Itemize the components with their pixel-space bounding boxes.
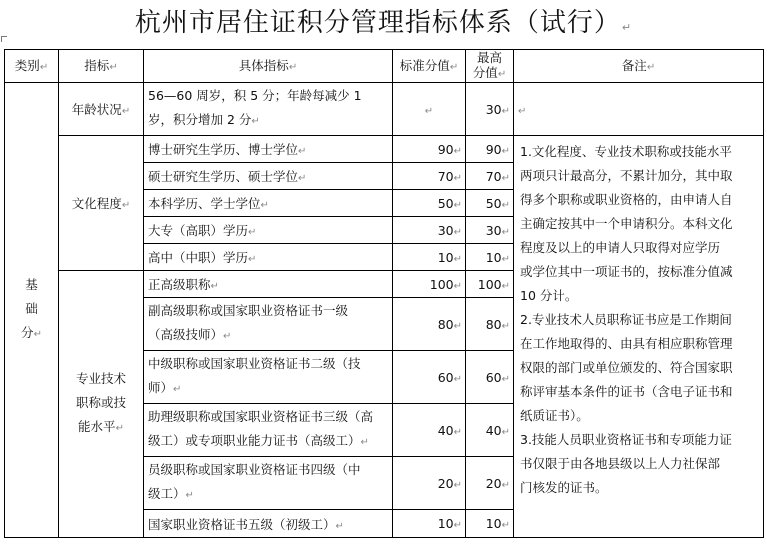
std-score-age: ↵	[393, 83, 466, 136]
title-text: 杭州市居住证积分管理指标体系（试行）	[134, 8, 621, 38]
remark-line: 或学位其中一项证书的，按标准分值减	[520, 264, 733, 279]
remark-line: 1.文化程度、专业技术职称或技能水平	[520, 144, 732, 159]
remark-line: 书仅限于由各地县级以上人力社保部	[520, 456, 721, 471]
indicator-age: 年龄状况↵	[59, 83, 144, 136]
remark-line: 10 分计。	[520, 288, 578, 303]
remark-line: 程度及以上的申请人只取得对应学历	[520, 240, 721, 255]
remark-line: 门核发的证书。	[520, 480, 608, 495]
std-score-cell: 70↵	[393, 163, 466, 190]
points-indicator-table	[4, 49, 764, 538]
detail-cell: 员级职称或国家职业资格证书四级（中 级工）↵	[144, 457, 393, 510]
max-score-cell: 80↵	[466, 298, 514, 351]
remark-line: 称评审基本条件的证书（含电子证书和	[520, 384, 733, 399]
header-indicator: 指标↵	[59, 50, 144, 83]
std-score-cell: 40↵	[393, 404, 466, 457]
indicator-education: 文化程度↵	[59, 136, 144, 271]
max-score-cell: 70↵	[466, 163, 514, 190]
detail-cell: 博士研究生学历、博士学位↵	[144, 136, 393, 163]
table-row-age	[5, 83, 764, 136]
max-score-cell: 30↵	[466, 217, 514, 244]
remark-line: 3.技能人员职业资格证书和专项能力证	[520, 432, 732, 447]
max-score-cell: 100↵	[466, 271, 514, 298]
std-score-cell: 30↵	[393, 217, 466, 244]
remark-line: 2.专业技术人员职称证书应是工作期间	[520, 312, 732, 327]
detail-cell: 高中（中职）学历↵	[144, 244, 393, 271]
detail-cell: 大专（高职）学历↵	[144, 217, 393, 244]
remark-line: 纸质证书）。	[520, 408, 589, 423]
indicator-professional: 专业技术 职称或技 能水平↵	[59, 271, 144, 538]
paragraph-mark-icon: ↵	[621, 21, 633, 34]
std-score-cell: 60↵	[393, 351, 466, 404]
max-score-cell: 10↵	[466, 510, 514, 538]
header-max-score: 最高 分值↵	[466, 50, 514, 83]
header-category: 类别↵	[5, 50, 59, 83]
document-title	[0, 4, 767, 42]
text-boundary-corner	[1, 36, 7, 42]
detail-cell: 中级职称或国家职业资格证书二级（技 师）↵	[144, 351, 393, 404]
remark-line: 两项只计最高分，不累计加分，其中取	[520, 168, 733, 183]
table-row	[5, 136, 764, 163]
header-row	[5, 50, 764, 83]
max-score-cell: 60↵	[466, 351, 514, 404]
detail-cell: 助理级职称或国家职业资格证书三级（高 级工）或专项职业能力证书（高级工）↵	[144, 404, 393, 457]
detail-cell: 硕士研究生学历、硕士学位↵	[144, 163, 393, 190]
std-score-cell: 80↵	[393, 298, 466, 351]
std-score-cell: 10↵	[393, 510, 466, 538]
detail-cell: 正高级职称↵	[144, 271, 393, 298]
detail-cell: 本科学历、学士学位↵	[144, 190, 393, 217]
header-detail: 具体指标↵	[144, 50, 393, 83]
detail-cell: 国家职业资格证书五级（初级工）↵	[144, 510, 393, 538]
max-score-cell: 50↵	[466, 190, 514, 217]
detail-cell: 副高级职称或国家职业资格证书一级 （高级技师）↵	[144, 298, 393, 351]
std-score-cell: 100↵	[393, 271, 466, 298]
max-score-cell: 10↵	[466, 244, 514, 271]
remark-age: ↵	[514, 83, 764, 136]
remark-line: 得多个职称或职业资格的，由申请人自	[520, 192, 733, 207]
remark-notes	[514, 136, 764, 538]
remark-line: 权限的部门或单位颁发的、符合国家职	[520, 360, 733, 375]
max-score-cell: 90↵	[466, 136, 514, 163]
header-remark: 备注↵	[514, 50, 764, 83]
max-score-cell: 40↵	[466, 404, 514, 457]
remark-line: 主确定按其中一个申请积分。本科文化	[520, 216, 733, 231]
std-score-cell: 50↵	[393, 190, 466, 217]
std-score-cell: 90↵	[393, 136, 466, 163]
detail-age: 56—60 周岁，积 5 分；年龄每减少 1 岁，积分增加 2 分↵	[144, 83, 393, 136]
remark-line: 在工作地取得的、由具有相应职称管理	[520, 336, 733, 351]
std-score-cell: 10↵	[393, 244, 466, 271]
max-score-cell: 20↵	[466, 457, 514, 510]
max-score-age: 30↵	[466, 83, 514, 136]
std-score-cell: 20↵	[393, 457, 466, 510]
category-cell-basic: 基 础 分↵	[5, 83, 59, 538]
header-std-score: 标准分值↵	[393, 50, 466, 83]
